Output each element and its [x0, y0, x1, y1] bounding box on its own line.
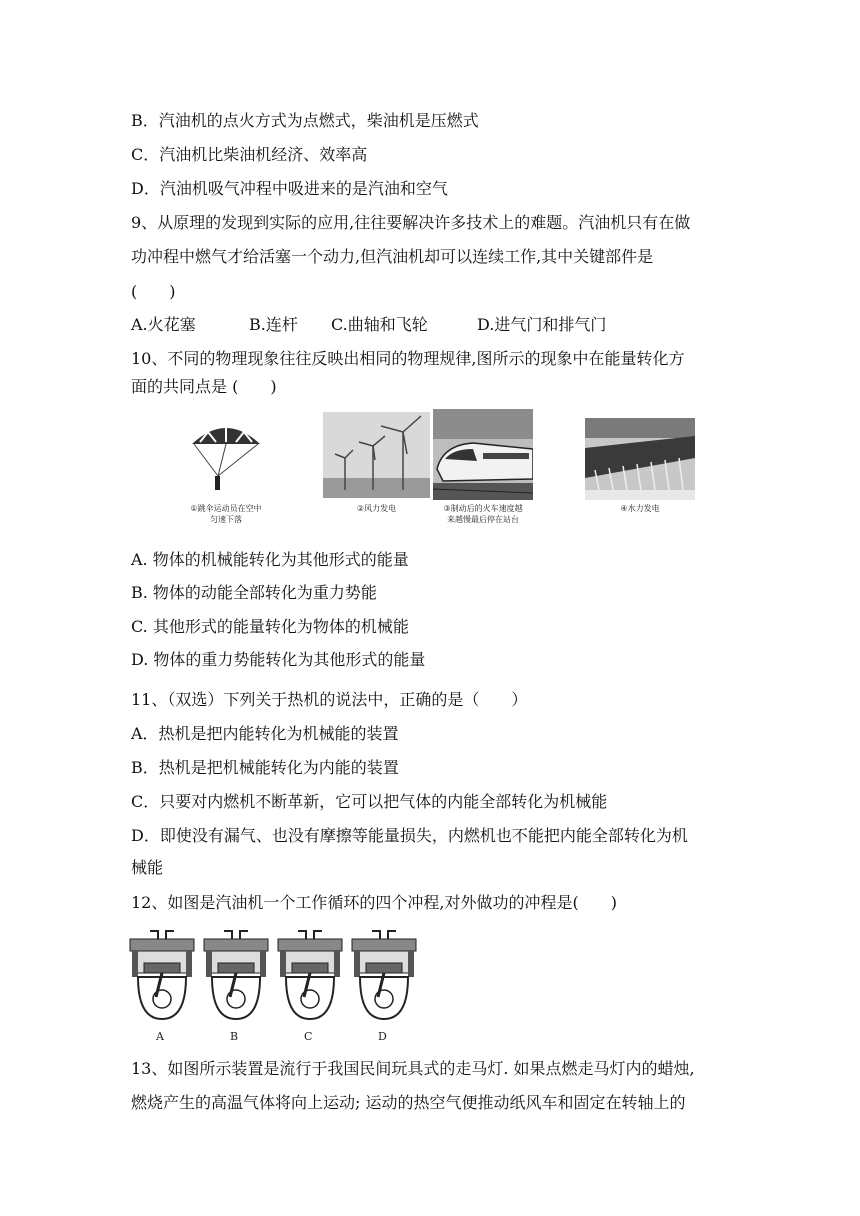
- q11-option-d-line2: 械能: [131, 858, 164, 877]
- engine-label-a: A: [156, 1030, 164, 1043]
- engine-label-d: D: [378, 1030, 387, 1043]
- caption-1b: 匀速下落: [210, 515, 242, 524]
- q9-option-b: B.连杆: [249, 315, 298, 334]
- option-d-line: D．汽油机吸气冲程中吸进来的是汽油和空气: [131, 179, 448, 198]
- q11-option-b: B．热机是把机械能转化为内能的装置: [131, 758, 399, 777]
- caption-3a: ③制动后的火车速度越: [443, 504, 523, 513]
- caption-3b: 来越慢最后停在站台: [447, 515, 519, 524]
- q11-option-a: A．热机是把内能转化为机械能的装置: [131, 724, 399, 743]
- question-13-line2: 燃烧产生的高温气体将向上运动; 运动的热空气便推动纸风车和固定在转轴上的: [131, 1093, 686, 1112]
- q9-option-c: C.曲轴和飞轮: [331, 315, 428, 334]
- hydro-dam-image: [585, 418, 695, 500]
- q10-option-d: D. 物体的重力势能转化为其他形式的能量: [131, 650, 426, 669]
- caption-1a: ①跳伞运动员在空中: [190, 504, 262, 513]
- q10-option-b: B. 物体的动能全部转化为重力势能: [131, 583, 377, 602]
- option-c-line: C．汽油机比柴油机经济、效率高: [131, 145, 368, 164]
- question-13-line1: 13、如图所示装置是流行于我国民间玩具式的走马灯. 如果点燃走马灯内的蜡烛,: [131, 1059, 695, 1078]
- q9-option-a: A.火花塞: [131, 315, 196, 334]
- question-11: 11、（双选）下列关于热机的说法中，正确的是（ ）: [131, 690, 528, 709]
- question-10-line1: 10、不同的物理现象往往反映出相同的物理规律,图所示的现象中在能量转化方: [131, 349, 685, 368]
- engine-strokes-image: [128, 925, 420, 1025]
- q11-option-d-line1: D．即使没有漏气、也没有摩擦等能量损失，内燃机也不能把内能全部转化为机: [131, 826, 688, 845]
- question-10-line2: 面的共同点是 ( ): [131, 377, 277, 396]
- question-9-line2: 功冲程中燃气才给活塞一个动力,但汽油机却可以连续工作,其中关键部件是: [131, 247, 654, 266]
- wind-turbine-image: [323, 412, 430, 498]
- q11-option-c: C．只要对内燃机不断革新，它可以把气体的内能全部转化为机械能: [131, 792, 608, 811]
- caption-2: ②风力发电: [356, 504, 397, 513]
- q10-option-c: C. 其他形式的能量转化为物体的机械能: [131, 617, 409, 636]
- engine-label-c: C: [304, 1030, 313, 1043]
- option-b-line: B．汽油机的点火方式为点燃式，柴油机是压燃式: [131, 111, 479, 130]
- question-9-bracket: ( ): [131, 282, 176, 301]
- train-image: [433, 409, 533, 500]
- question-12: 12、如图是汽油机一个工作循环的四个冲程,对外做功的冲程是( ): [131, 893, 617, 912]
- question-9-line1: 9、从原理的发现到实际的应用,往往要解决许多技术上的难题。汽油机只有在做: [131, 213, 691, 232]
- caption-4: ④水力发电: [620, 504, 660, 513]
- q10-option-a: A. 物体的机械能转化为其他形式的能量: [131, 550, 409, 569]
- engine-label-b: B: [230, 1030, 239, 1043]
- question-9-options: [131, 314, 606, 336]
- parachute-image: [188, 418, 264, 500]
- q9-option-d: D.进气门和排气门: [477, 315, 607, 334]
